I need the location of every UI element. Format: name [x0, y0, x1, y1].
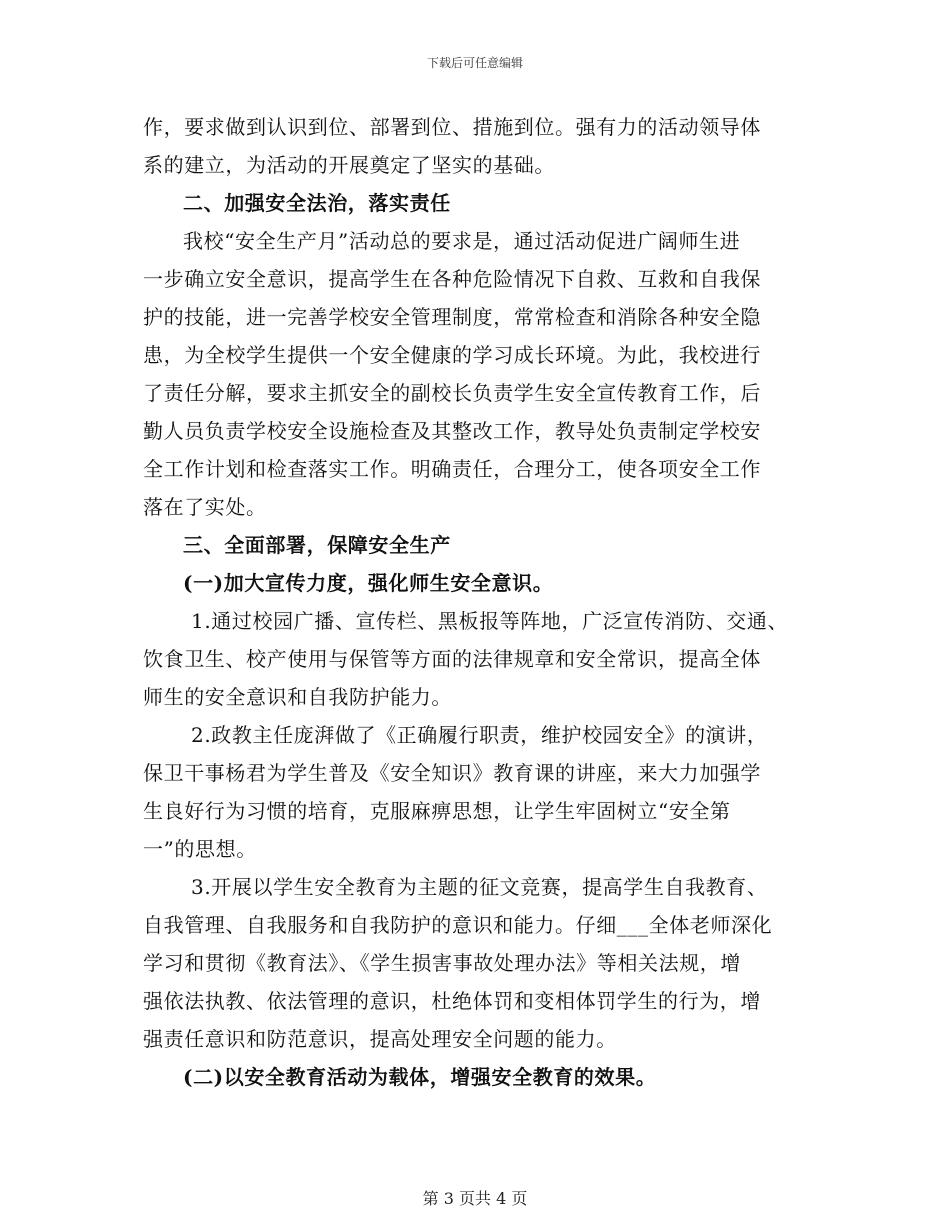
body-line: 患，为全校学生提供一个安全健康的学习成长环境。为此，我校进行	[143, 343, 761, 367]
body-line: 一步确立安全意识，提高学生在各种危险情况下自救、互救和自我保	[143, 267, 761, 291]
body-line: 作，要求做到认识到位、部署到位、措施到位。强有力的活动领导体	[143, 115, 761, 139]
list-item: 1.通过校园广播、宣传栏、黑板报等阵地，广泛宣传消防、交通、	[191, 609, 789, 633]
list-item: 2.政教主任庞湃做了《正确履行职责，维护校园安全》的演讲，	[191, 723, 768, 747]
body-line: 系的建立，为活动的开展奠定了坚实的基础。	[143, 153, 555, 177]
body-line: 学习和贯彻《教育法》、《学生损害事故处理办法》等相关法规，增	[143, 951, 741, 975]
body-line: 一”的思想。	[143, 837, 257, 861]
document-body	[143, 108, 811, 1096]
body-line: 保卫干事杨君为学生普及《安全知识》教育课的讲座，来大力加强学	[143, 761, 761, 785]
body-line: 强依法执教、依法管理的意识，杜绝体罚和变相体罚学生的行为，增	[143, 989, 761, 1013]
page-footer: 第 3 页共 4 页	[422, 1189, 528, 1208]
body-line: 我校“安全生产月”活动总的要求是，通过活动促进广阔师生进	[183, 229, 741, 253]
section-heading: 二、加强安全法治，落实责任	[183, 191, 451, 215]
body-line: 落在了实处。	[143, 495, 267, 519]
subsection-heading: (一)加大宣传力度，强化师生安全意识。	[183, 571, 554, 595]
body-line: 生良好行为习惯的培育，克服麻痹思想，让学生牢固树立“安全第	[143, 799, 731, 823]
body-line: 师生的安全意识和自我防护能力。	[143, 685, 452, 709]
body-line: 护的技能，进一完善学校安全管理制度，常常检查和消除各种安全隐	[143, 305, 761, 329]
subsection-heading: (二)以安全教育活动为载体，增强安全教育的效果。	[183, 1065, 657, 1089]
body-line: 饮食卫生、校产使用与保管等方面的法律规章和安全常识，提高全体	[143, 647, 761, 671]
section-heading: 三、全面部署，保障安全生产	[183, 533, 451, 557]
body-line: 全工作计划和检查落实工作。明确责任，合理分工，使各项安全工作	[143, 457, 761, 481]
list-item: 3.开展以学生安全教育为主题的征文竞赛，提高学生自我教育、	[191, 875, 768, 899]
page-header: 下载后可任意编辑	[426, 56, 523, 70]
body-line: 自我管理、自我服务和自我防护的意识和能力。仔细___全体老师深化	[143, 913, 773, 937]
body-line: 了责任分解，要求主抓安全的副校长负责学生安全宣传教育工作，后	[143, 381, 761, 405]
body-line: 勤人员负责学校安全设施检查及其整改工作，教导处负责制定学校安	[143, 419, 761, 443]
body-line: 强责任意识和防范意识，提高处理安全问题的能力。	[143, 1027, 617, 1051]
